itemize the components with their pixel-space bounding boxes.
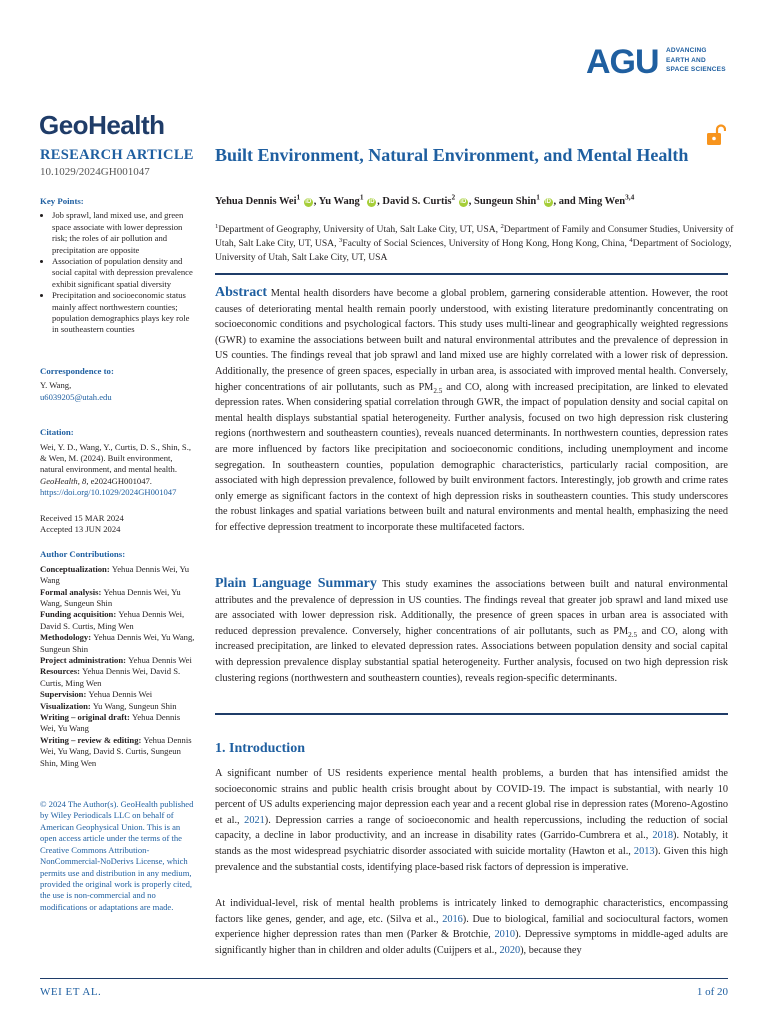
- contribution-entry: [40, 666, 196, 689]
- contribution-names: Yu Wang, Sungeun Shin: [92, 700, 177, 711]
- introduction-heading: 1. Introduction: [215, 741, 305, 756]
- contribution-role: Writing – review & editing:: [40, 734, 144, 745]
- contribution-entry: [40, 564, 196, 587]
- contribution-entry: [40, 587, 196, 610]
- journal-name: GeoHealth: [39, 110, 165, 140]
- contributions-list: [40, 564, 196, 769]
- footer-divider: [40, 978, 728, 979]
- contribution-role: Supervision:: [40, 689, 89, 700]
- contribution-role: Resources:: [40, 666, 83, 677]
- sidebar: [40, 196, 196, 913]
- contribution-role: Formal analysis:: [40, 586, 104, 597]
- key-point: • Association of population density and social capital with depression prevalence exhibit significant spatial diversity: [52, 256, 196, 290]
- contribution-entry: [40, 735, 196, 769]
- contribution-names: Yehua Dennis Wei, Yu Wang, Sungeun Shin: [40, 586, 181, 608]
- contribution-role: Conceptualization:: [40, 563, 112, 574]
- open-lock-icon: [706, 124, 726, 146]
- contribution-entry: [40, 689, 196, 700]
- divider: [215, 713, 728, 715]
- plain-summary-text: This study examines the associations between built and natural environmental attributes and the prevalence of depression in US counties. The findings reveal that greater job sprawl and land mixed use are associated with lower depression risk. Additionally, the presence of green spaces in urban area is associated with reduced depression prevalence. Conversely, higher concentrations of air pollutants, such as $PM_{2.5}$ and CO, along with increased precipitation, are linked to elevated depression rates. Associations between population density and social capital with depression prevalence display substantial spatial heterogeneity. Further analysis, focused on two high depression risk clustering regions (northwestern and southeastern counties), reveals region-specific determinants.: [215, 579, 728, 684]
- contribution-names: Yehua Dennis Wei, Yu Wang, David S. Curtis, Sungeun Shin, Ming Wen: [40, 734, 192, 768]
- correspondence-email-link[interactable]: u6039205@utah.edu: [40, 391, 112, 402]
- contribution-entry: [40, 655, 196, 666]
- correspondence-heading: Correspondence to:: [40, 365, 114, 376]
- agu-logo-mark: AGU: [586, 43, 659, 81]
- contribution-names: Yehua Dennis Wei: [88, 689, 153, 700]
- contribution-names: Yehua Dennis Wei: [128, 655, 192, 665]
- correspondence-name: Y. Wang,: [40, 380, 72, 391]
- article-title: Built Environment, Natural Environment, and Mental Health: [215, 145, 689, 165]
- page-number: 1 of 20: [696, 986, 728, 998]
- plain-language-summary: [215, 576, 728, 686]
- contribution-role: Funding acquisition:: [40, 609, 119, 620]
- received-date: Received 15 MAR 2024: [40, 512, 124, 523]
- intro-paragraph: A significant number of US residents experience mental health problems, a burden that has intensified amidst the socioeconomic strains and public health crisis brought about by COVID-19. The impact is substantial, with nearly 10 percent of US adults experiencing major depression each year and a recent global rise in depression rates (Moreno-Agostino et al., 2021). Depression carries a range of socioeconomic and health repercussions, including the reduction of social capacity, a decline in labor productivity, and an increase in disability rates (Garrido-Cumbrera et al., 2018). Notably, it stands as the most widespread psychiatric disorder associated with suicide mortality (Hawton et al., 2013). Given this high prevalence and the substantial costs, identifying place-based risk factors of depression is imperative.: [215, 768, 729, 873]
- abstract: [215, 285, 728, 536]
- accepted-date: Accepted 13 JUN 2024: [40, 523, 121, 534]
- contribution-names: Yehua Dennis Wei, Yu Wang: [40, 712, 181, 734]
- divider: [215, 273, 728, 275]
- contribution-role: Visualization:: [40, 700, 93, 711]
- contribution-names: Yehua Dennis Wei, David S. Curtis, Ming Wen: [40, 666, 181, 688]
- article-type: RESEARCH ARTICLE: [40, 147, 194, 163]
- contribution-role: Methodology:: [40, 632, 94, 643]
- contribution-entry: [40, 701, 196, 712]
- article-doi: 10.1029/2024GH001047: [40, 166, 150, 178]
- contribution-entry: [40, 632, 196, 655]
- abstract-heading: Abstract: [215, 285, 268, 300]
- citation-text[interactable]: Wei, Y. D., Wang, Y., Curtis, D. S., Shin, S., & Wen, M. (2024). Built environment, natural environment, and mental health. GeoHealth, 8, e2024GH001047. https://doi.org/10.1029/2024GH001047: [40, 441, 192, 498]
- abstract-text: Mental health disorders have become a global problem, garnering considerable attention. However, the root causes of deteriorating mental health remain poorly understood, with existing literature predominantly concentrating on socioeconomic conditions and psychological factors. This study uses multi-linear and geographically weighted regressions (GWR) to examine the associations between built and natural environmental attributes and the prevalence of depression in US counties. The findings reveal that job sprawl and land mixed use are highly correlated with a lower risk of depression. Additionally, the presence of green spaces, especially in urban area, is associated with improved mental health. Conversely, higher concentrations of air pollutants, such as $PM_{2.5}$ and CO, along with increased precipitation, are linked to elevated depression rates. When considering spatial correlation through GWR, the impact of population density and social capital on mental health displays substantial spatial heterogeneity. Further analysis, focused on two high depression risk clustering regions (northwestern and southeastern counties), reveals nuanced determinants. In northwestern counties, depression rates are more influenced by factors like precipitation and socioeconomic conditions, including unemployment and income segregation. In southeastern counties, population demographic characteristics, particularly racial composition, are associated with high depression prevalence, followed by built environment factors. Interestingly, job growth and crime rates only emerge as significant factors in the context of high depression risks in southeastern counties. This study underscores the robust linkages and spatial variations between built and natural environments and mental health, emphasizing the need for effective depression treatment to incorporate these multifaceted factors.: [215, 288, 728, 533]
- author-list: Yehua Dennis Wei$^1$ iD , Yu Wang$^1$ iD , David S. Curtis$^2$ iD , Sungeun Shin$^1$ iD , and Ming Wen$^{3,4}$: [215, 192, 635, 207]
- agu-logo: [586, 44, 736, 80]
- contribution-entry: [40, 712, 196, 735]
- contribution-names: Yehua Dennis Wei, Yu Wang, Sungeun Shin: [40, 632, 195, 654]
- contribution-names: Yehua Dennis Wei, David S. Curtis, Ming Wen: [40, 609, 185, 631]
- key-points-heading: Key Points:: [40, 196, 84, 206]
- contribution-role: Project administration:: [40, 655, 129, 665]
- contribution-role: Writing – original draft:: [40, 712, 132, 723]
- citation-heading: Citation:: [40, 427, 74, 438]
- plain-summary-heading: Plain Language Summary: [215, 576, 377, 591]
- license-text: © 2024 The Author(s). GeoHealth published by Wiley Periodicals LLC on behalf of American Geophysical Union. This is an open access article under the terms of the Creative Commons Attribution-NonCommercial-NoDerivs License, which permits use and distribution in any medium, provided the original work is properly cited, the use is non-commercial and no modifications or adaptations are made.: [40, 799, 194, 912]
- key-points-list: [40, 210, 196, 335]
- key-point: • Job sprawl, land mixed use, and green space associate with lower depression risk; the roles of air pollution and precipitation are opposite: [52, 210, 196, 256]
- footer-running-head: WEI ET AL.: [40, 986, 102, 998]
- contribution-entry: [40, 609, 196, 632]
- affiliations: $^1$Department of Geography, University of Utah, Salt Lake City, UT, USA, $^2$Department of Family and Consumer Studies, University of Utah, Salt Lake City, UT, USA, $^3$Faculty of Social Sciences, University of Hong Kong, Hong Kong, China, $^4$Department of Sociology, University of Utah, Salt Lake City, UT, USA: [215, 222, 734, 263]
- agu-logo-tagline: ADVANCING EARTH AND SPACE SCIENCES: [666, 47, 726, 73]
- contributions-heading: Author Contributions:: [40, 549, 126, 560]
- key-point: • Precipitation and socioeconomic status mainly affect northwestern counties; population demographics plays key role in southeastern counties: [52, 290, 196, 336]
- contribution-names: Yehua Dennis Wei, Yu Wang: [40, 563, 190, 586]
- intro-paragraph: At individual-level, risk of mental health problems is intricately linked to demographic characteristics, encompassing factors like genes, gender, and age, etc. (Silva et al., 2016). Due to biological, familial and sociocultural factors, women experience higher depression rates than men (Parker & Brotchie, 2010). Depressive symptoms in middle-aged adults are significantly higher than in children and older adults (Cuijpers et al., 2020), because they: [215, 898, 728, 956]
